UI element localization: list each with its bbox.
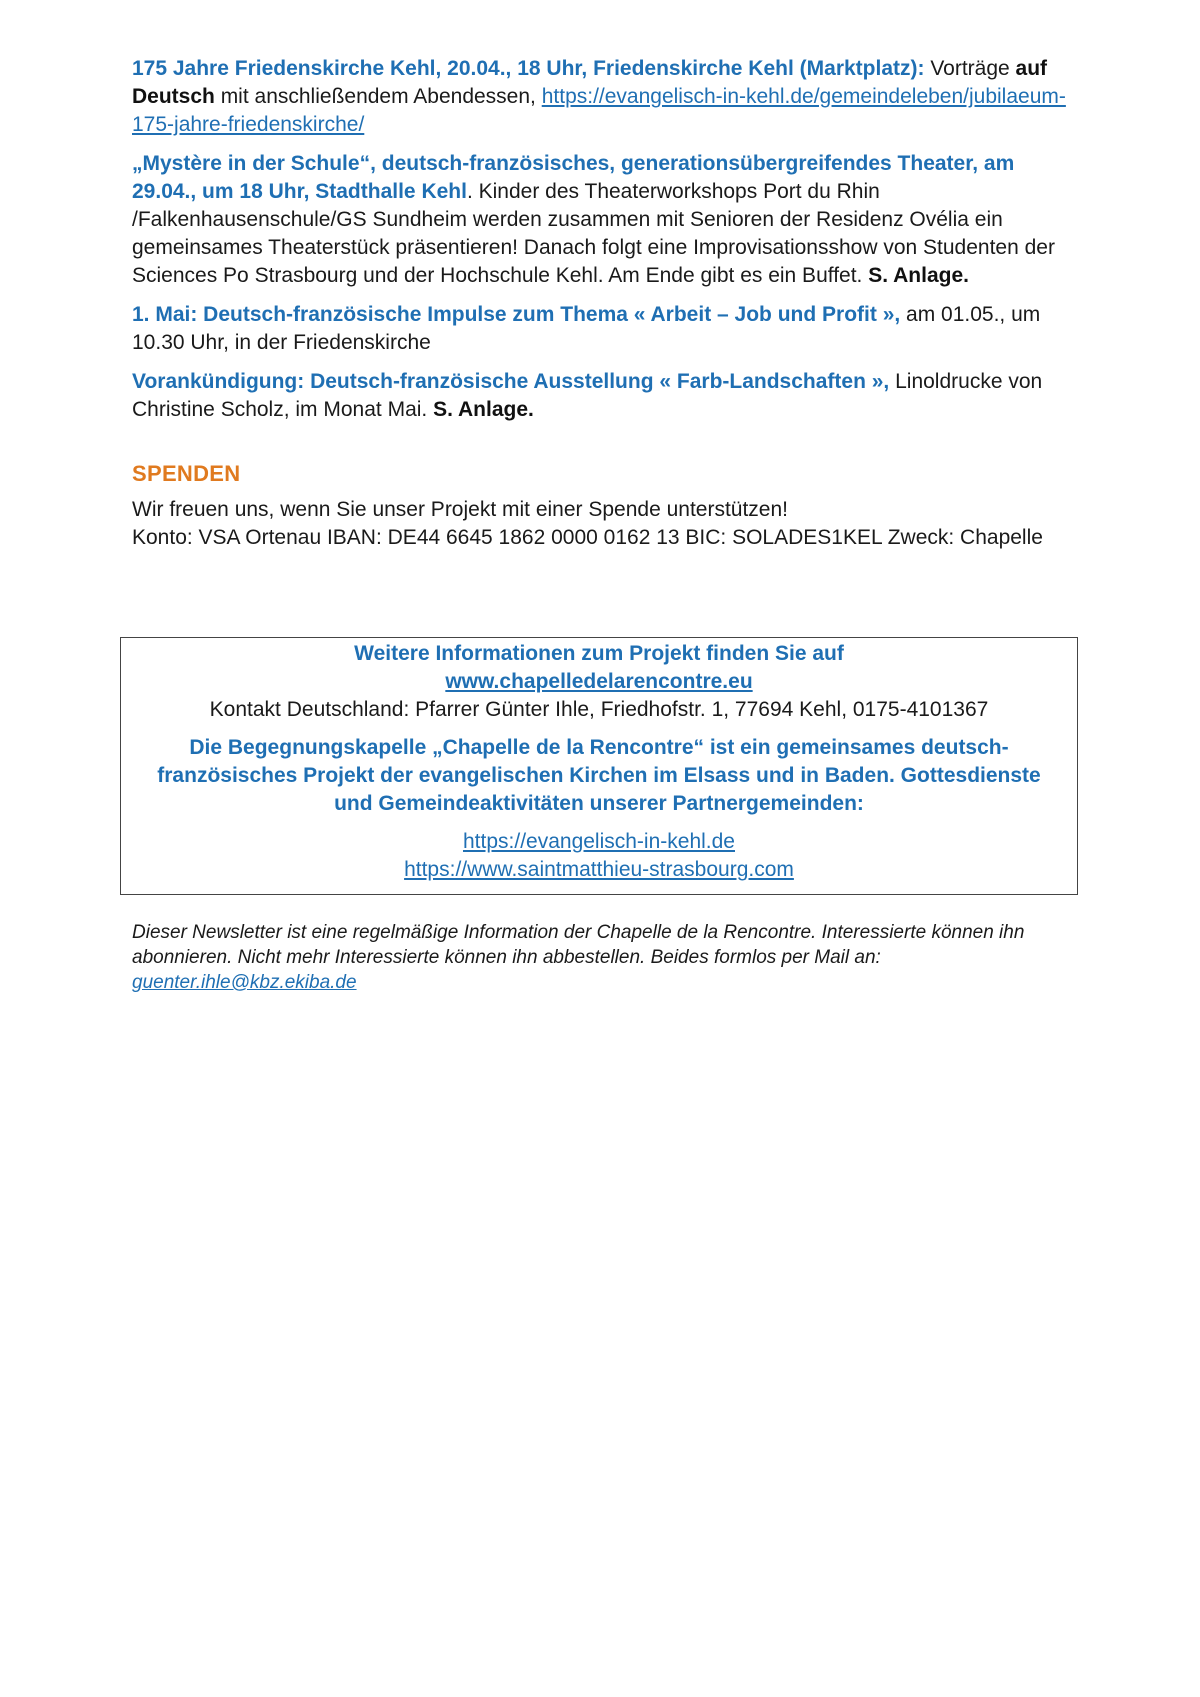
event-1-mai xyxy=(132,301,1072,357)
info-box xyxy=(120,637,1078,895)
event-bold: S. Anlage. xyxy=(433,398,534,421)
main-content xyxy=(132,55,1072,552)
contact-line: Kontakt Deutschland: Pfarrer Günter Ihle, Friedhofstr. 1, 77694 Kehl, 0175-4101367 xyxy=(209,698,989,721)
website-link[interactable]: www.chapelledelarencontre.eu xyxy=(445,670,753,693)
event-text: Linoldrucke von Christine Scholz, im Monat Mai. xyxy=(132,370,1043,421)
event-title: 175 Jahre Friedenskirche Kehl, 20.04., 18 Uhr, Friedenskirche Kehl (Marktplatz): xyxy=(132,57,925,80)
project-description: Die Begegnungskapelle „Chapelle de la Rencontre“ ist ein gemeinsames deutsch-französisches Projekt der evangelischen Kirchen im Elsass und in Baden. Gottesdienste und Gemeindeaktivitäten unserer Partnergemeinden: xyxy=(157,736,1041,815)
event-title: Vorankündigung: Deutsch-französische Ausstellung « Farb-Landschaften », xyxy=(132,370,890,393)
newsletter-footer xyxy=(132,920,1072,995)
event-mystere xyxy=(132,150,1072,290)
donations-text: Wir freuen uns, wenn Sie unser Projekt mit einer Spende unterstützen! xyxy=(132,498,789,521)
event-text: mit anschließendem Abendessen, xyxy=(214,85,542,108)
event-title: „Mystère in der Schule“, deutsch-französisches, generationsübergreifendes Theater, am 29.04., um 18 Uhr, Stadthalle Kehl xyxy=(132,152,1015,203)
event-link[interactable]: https://evangelisch-in-kehl.de/gemeindeleben/jubilaeum-175-jahre-friedenskirche/ xyxy=(132,85,1066,136)
donations-account: Konto: VSA Ortenau IBAN: DE44 6645 1862 0000 0162 13 BIC: SOLADES1KEL Zweck: Chapelle xyxy=(132,526,1043,549)
info-heading: Weitere Informationen zum Projekt finden Sie auf xyxy=(354,642,844,665)
email-link[interactable]: guenter.ihle@kbz.ekiba.de xyxy=(132,972,357,993)
footer-text: Dieser Newsletter ist eine regelmäßige Information der Chapelle de la Rencontre. Interessierte können ihn abonnieren. Nicht mehr Interessierte können ihn abbestellen. Beides formlos per Mail an: xyxy=(132,922,1025,968)
event-bold: S. Anlage. xyxy=(868,264,969,287)
donations-heading: SPENDEN xyxy=(132,461,241,486)
event-bold: auf Deutsch xyxy=(132,57,1048,108)
kehl-link[interactable]: https://evangelisch-in-kehl.de xyxy=(463,830,735,853)
event-text: Vorträge xyxy=(924,57,1016,80)
event-text: . Kinder des Theaterworkshops Port du Rhin /Falkenhausenschule/GS Sundheim werden zusammen mit Senioren der Residenz Ovélia ein gemeinsames Theaterstück präsentieren! Danach folgt eine Improvisationsshow von Studenten der Sciences Po Strasbourg und der Hochschule Kehl. Am Ende gibt es ein Buffet. xyxy=(132,180,1055,287)
event-ausstellung xyxy=(132,368,1072,424)
event-text: am 01.05., um 10.30 Uhr, in der Friedenskirche xyxy=(132,303,1041,354)
strasbourg-link[interactable]: https://www.saintmatthieu-strasbourg.com xyxy=(404,858,794,881)
event-title: 1. Mai: Deutsch-französische Impulse zum Thema « Arbeit – Job und Profit », xyxy=(132,303,901,326)
event-175-jahre xyxy=(132,55,1072,139)
